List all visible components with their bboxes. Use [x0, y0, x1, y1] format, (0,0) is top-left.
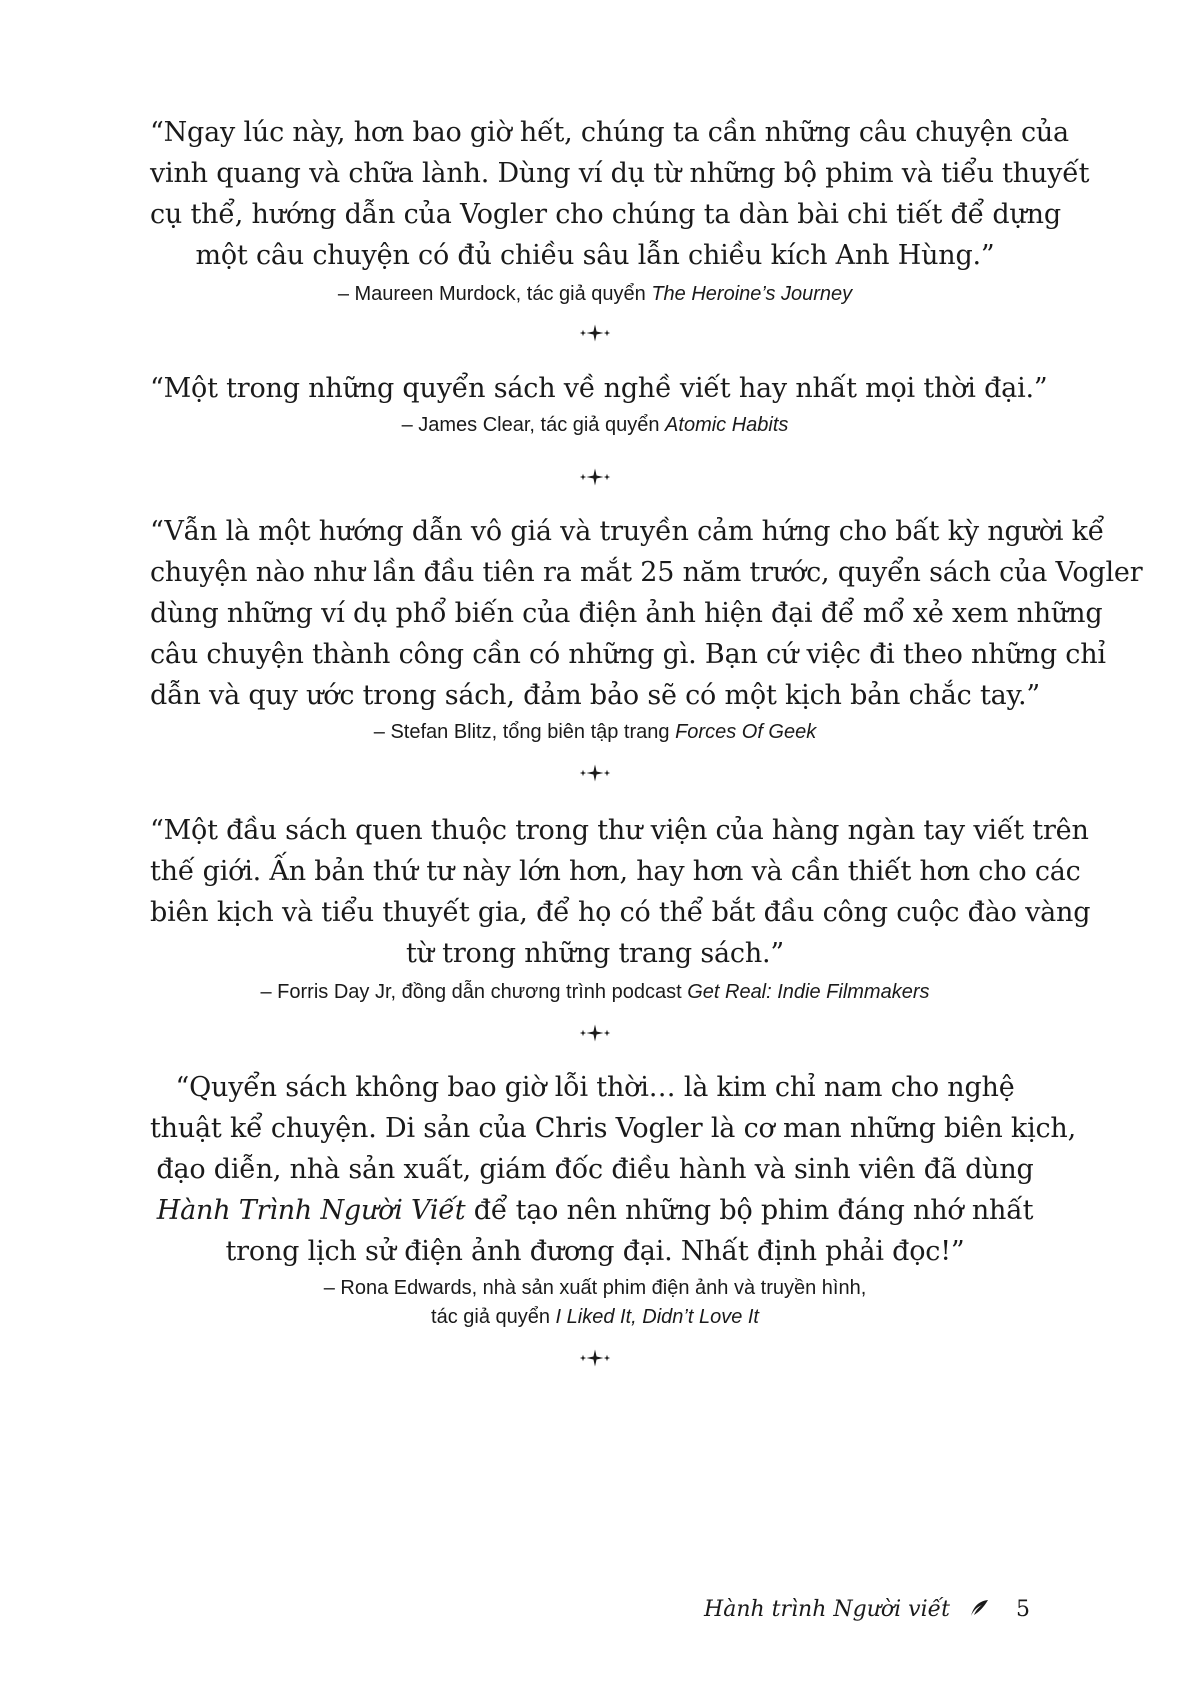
- quote-line: [150, 1067, 1040, 1108]
- text-run: “Một trong những quyển sách về nghề viết hay nhất mọi thời đại.”: [150, 373, 1048, 404]
- quote-block-3: [150, 511, 1143, 747]
- quote-attribution: [150, 1274, 1040, 1332]
- quote-line: [150, 933, 1040, 974]
- quote-line: [150, 235, 1040, 276]
- quote-attribution: [150, 411, 1040, 440]
- quote-line: [150, 1231, 1040, 1272]
- quote-line: [150, 153, 1090, 194]
- italic-title: The Heroine’s Journey: [651, 283, 853, 305]
- italic-title: Get Real: Indie Filmmakers: [687, 981, 930, 1003]
- text-run: đạo diễn, nhà sản xuất, giám đốc điều hành và sinh viên đã dùng: [156, 1154, 1034, 1185]
- quote-attribution: [150, 978, 1040, 1007]
- quote-line: [150, 1190, 1040, 1231]
- text-run: – Maureen Murdock, tác giả quyển: [337, 283, 652, 305]
- text-run: dẫn và quy ước trong sách, đảm bảo sẽ có một kịch bản chắc tay.”: [150, 680, 1040, 711]
- text-run: câu chuyện thành công cần có những gì. Bạn cứ việc đi theo những chỉ: [150, 639, 1106, 670]
- star-ornament-icon: [565, 323, 625, 343]
- attribution-line: [150, 1274, 1040, 1303]
- attribution-line: [150, 411, 1040, 440]
- quote-line: [150, 1149, 1040, 1190]
- quote-text: [150, 810, 1091, 974]
- quote-text: [150, 112, 1090, 276]
- italic-title: Atomic Habits: [665, 414, 789, 436]
- star-ornament-icon: [565, 467, 625, 487]
- quote-text: [150, 368, 1048, 409]
- quote-line: [150, 368, 1048, 409]
- page-number: 5: [1016, 1596, 1030, 1622]
- text-run: tác giả quyển: [431, 1306, 556, 1328]
- text-run: – Rona Edwards, nhà sản xuất phim điện ảnh và truyền hình,: [323, 1277, 867, 1299]
- italic-title: I Liked It, Didn’t Love It: [555, 1306, 759, 1328]
- quote-line: [150, 892, 1091, 933]
- text-run: – Forris Day Jr, đồng dẫn chương trình podcast: [260, 981, 688, 1003]
- text-run: “Ngay lúc này, hơn bao giờ hết, chúng ta cần những câu chuyện của: [150, 117, 1069, 148]
- quote-line: [150, 194, 1061, 235]
- quote-line: [150, 593, 1103, 634]
- quote-line: [150, 1108, 1076, 1149]
- text-run: biên kịch và tiểu thuyết gia, để họ có thể bắt đầu công cuộc đào vàng: [150, 897, 1091, 928]
- quote-block-5: [150, 1067, 1076, 1332]
- page-footer: [704, 1592, 1030, 1626]
- quote-line: [150, 511, 1105, 552]
- quote-text: [150, 1067, 1076, 1272]
- text-run: chuyện nào như lần đầu tiên ra mắt 25 năm trước, quyển sách của Vogler: [150, 557, 1143, 588]
- quote-text: [150, 511, 1143, 716]
- quote-line: [150, 112, 1069, 153]
- quote-line: [150, 634, 1106, 675]
- quote-line: [150, 810, 1089, 851]
- text-run: cụ thể, hướng dẫn của Vogler cho chúng ta dàn bài chi tiết để dựng: [150, 199, 1061, 230]
- text-run: để tạo nên những bộ phim đáng nhớ nhất: [465, 1195, 1034, 1226]
- text-run: một câu chuyện có đủ chiều sâu lẫn chiều kích Anh Hùng.”: [195, 240, 995, 271]
- text-run: – Stefan Blitz, tổng biên tập trang: [373, 721, 676, 743]
- text-run: dùng những ví dụ phổ biến của điện ảnh hiện đại để mổ xẻ xem những: [150, 598, 1103, 629]
- star-ornament-icon: [565, 1348, 625, 1368]
- quote-block-2: [150, 368, 1048, 440]
- attribution-line: [150, 978, 1040, 1007]
- attribution-line: [150, 718, 1040, 747]
- text-run: “Một đầu sách quen thuộc trong thư viện của hàng ngàn tay viết trên: [150, 815, 1089, 846]
- text-run: từ trong những trang sách.”: [405, 938, 785, 969]
- quote-block-4: [150, 810, 1091, 1007]
- quote-attribution: [150, 718, 1040, 747]
- text-run: thuật kể chuyện. Di sản của Chris Vogler là cơ man những biên kịch,: [150, 1113, 1076, 1144]
- quote-line: [150, 851, 1081, 892]
- text-run: “Quyển sách không bao giờ lỗi thời… là kim chỉ nam cho nghệ: [175, 1072, 1015, 1103]
- text-run: – James Clear, tác giả quyển: [401, 414, 666, 436]
- text-run: thế giới. Ấn bản thứ tư này lớn hơn, hay hơn và cần thiết hơn cho các: [150, 856, 1081, 887]
- text-run: vinh quang và chữa lành. Dùng ví dụ từ những bộ phim và tiểu thuyết: [150, 158, 1090, 189]
- quote-attribution: [150, 280, 1040, 309]
- quote-block-1: [150, 112, 1090, 309]
- text-run: trong lịch sử điện ảnh đương đại. Nhất định phải đọc!”: [225, 1236, 965, 1267]
- star-ornament-icon: [565, 763, 625, 783]
- italic-title: Forces Of Geek: [675, 721, 817, 743]
- running-title: Hành trình Người viết: [704, 1596, 950, 1622]
- quote-line: [150, 675, 1040, 716]
- quote-line: [150, 552, 1143, 593]
- attribution-line: [150, 1303, 1040, 1332]
- star-ornament-icon: [565, 1023, 625, 1043]
- italic-title: Hành Trình Người Viết: [156, 1195, 466, 1226]
- attribution-line: [150, 280, 1040, 309]
- text-run: “Vẫn là một hướng dẫn vô giá và truyền cảm hứng cho bất kỳ người kể: [150, 516, 1105, 547]
- quill-icon: [968, 1598, 990, 1620]
